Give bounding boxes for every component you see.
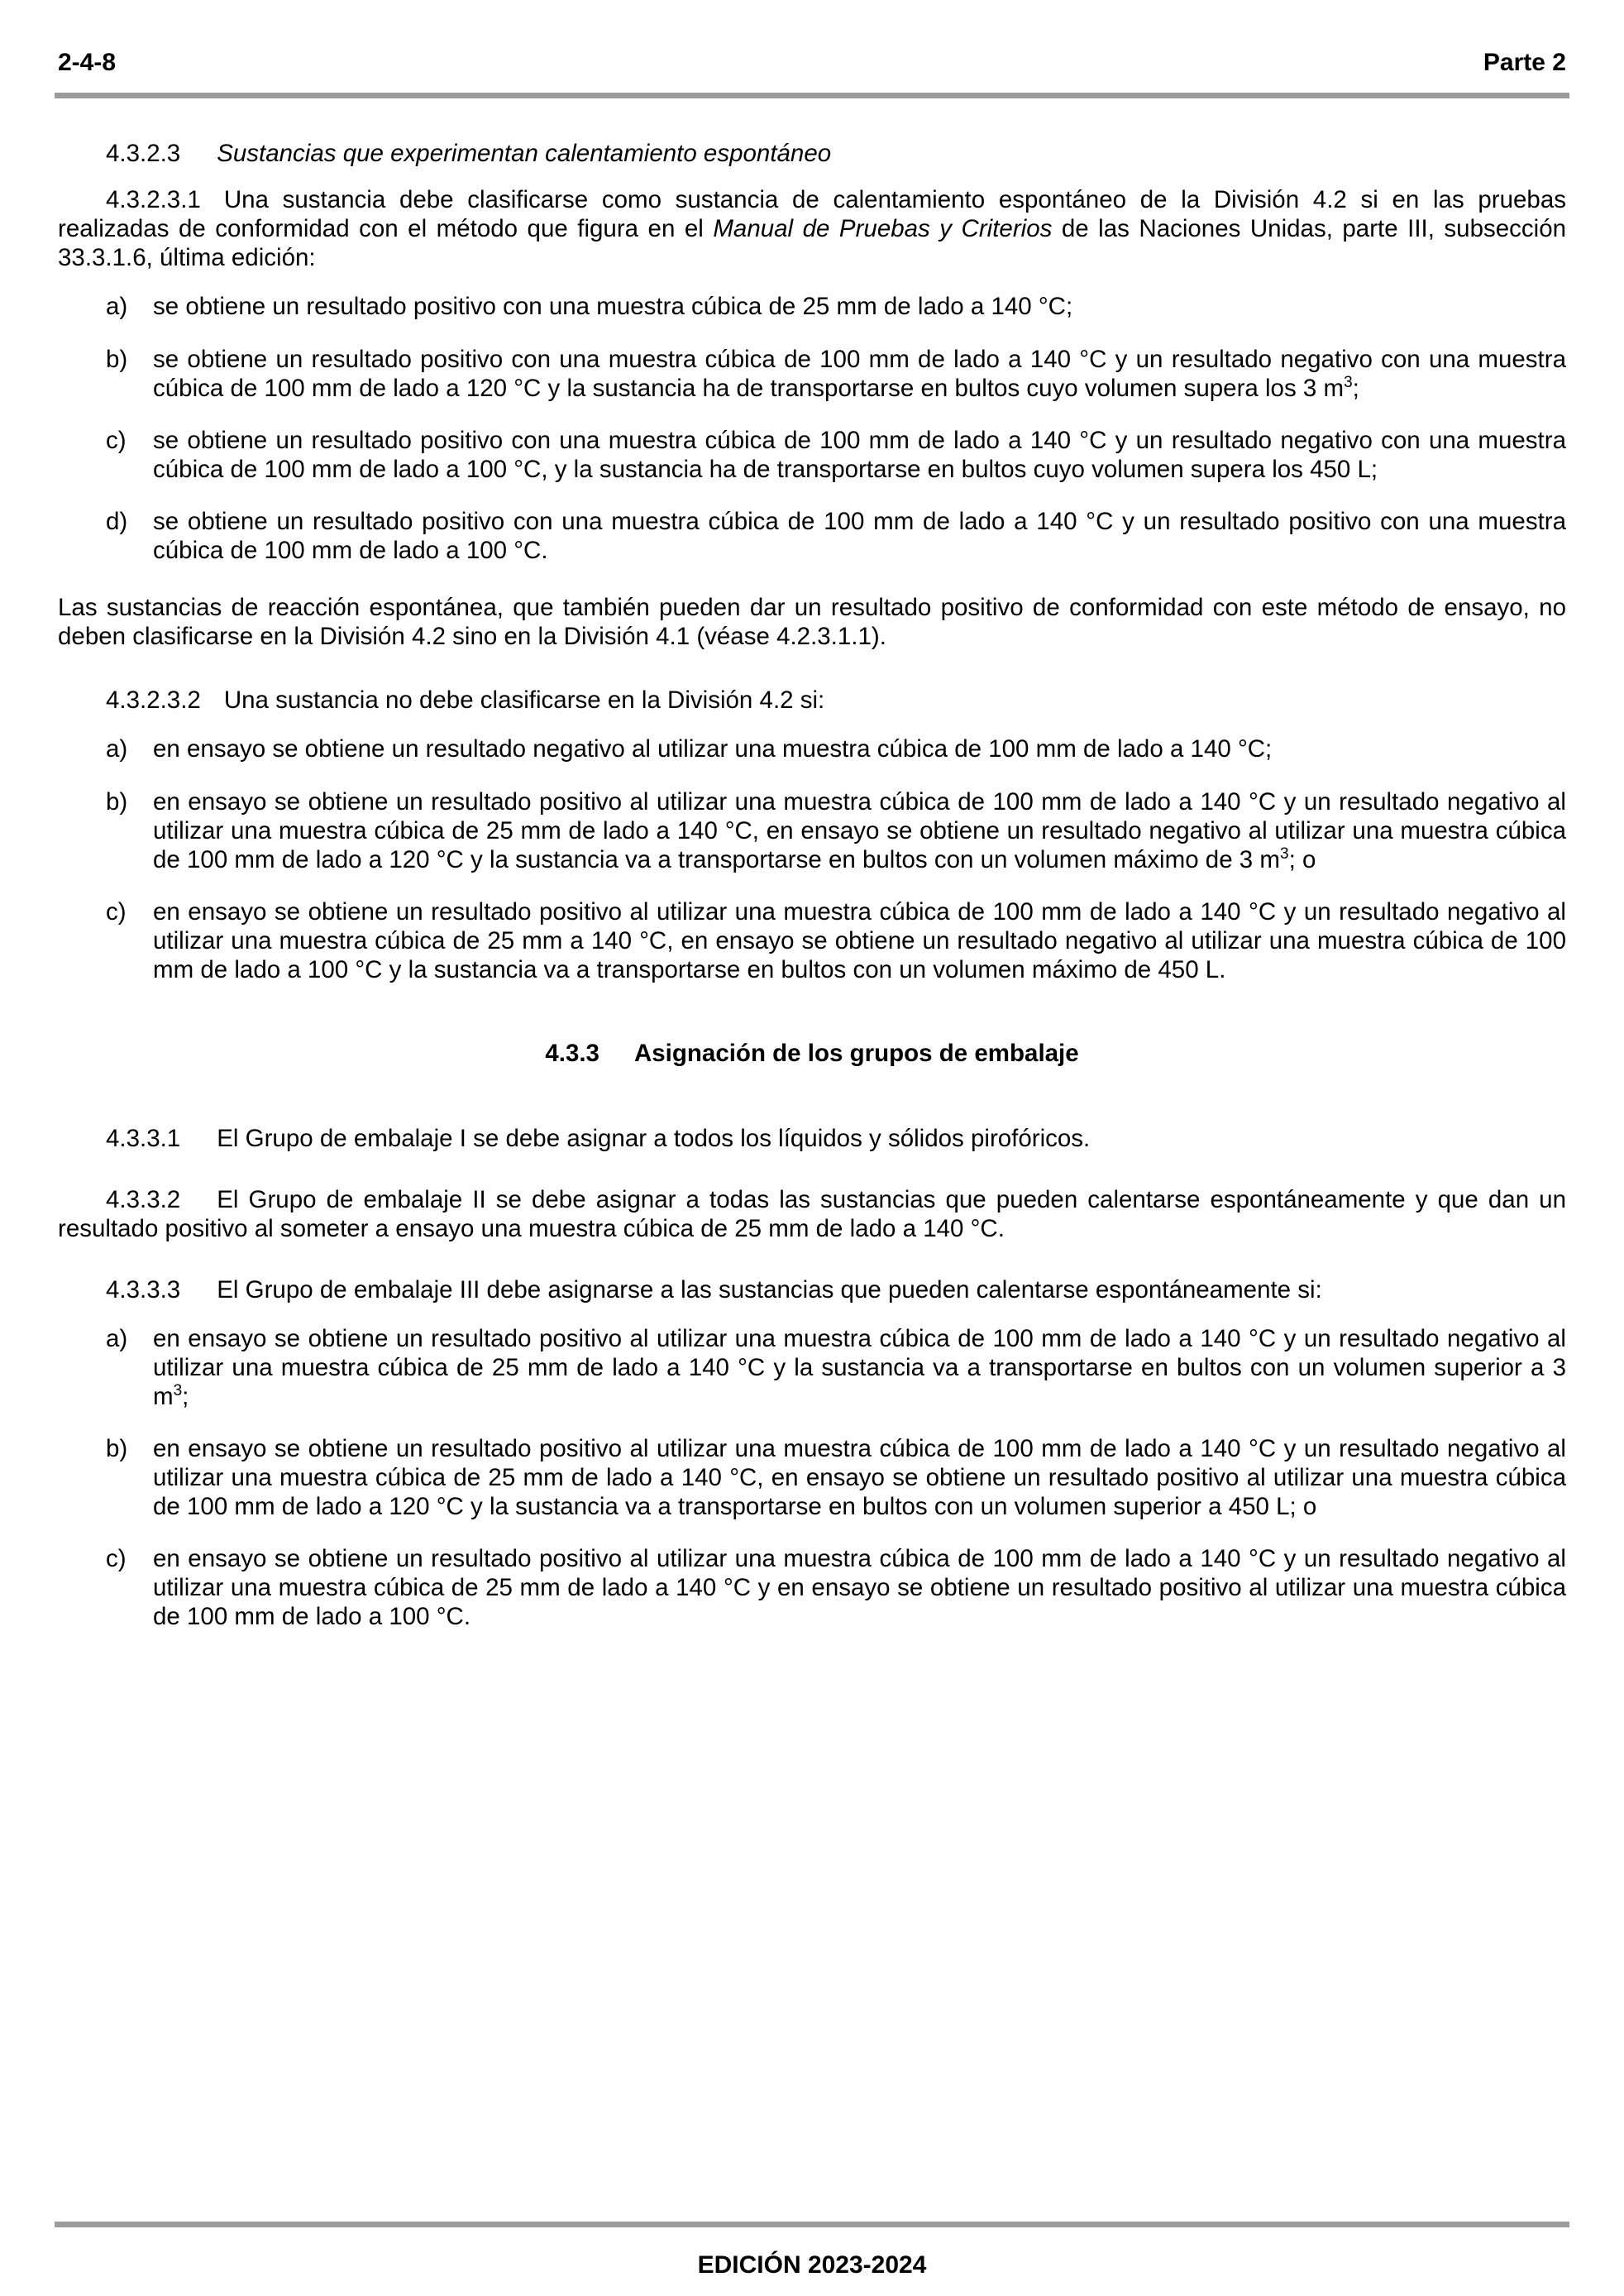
item-tail: ; [182,1383,189,1410]
page-number: 2-4-8 [58,49,117,76]
item-text: en ensayo se obtiene un resultado positivo al utilizar una muestra cúbica de 100 mm de lado a 140 °C y un resultado negativo al utilizar una muestra cúbica de 25 mm de lado a 140 °C, en ensayo se obtiene un resultado positivo al utilizar una muestra cúbica de 100 mm de lado a 120 °C y la sustancia va a transportarse en bultos con un volumen superior a 450 L; o [153,1435,1566,1520]
paragraph-number: 4.3.3.1 [106,1125,181,1152]
list-item [58,734,1566,763]
manual-title: Manual de Pruebas y Criterios [713,215,1053,242]
paragraph-text: Una sustancia no debe clasificarse en la División 4.2 si: [223,686,825,714]
page-body [58,139,1566,1631]
list-item [58,897,1566,984]
paragraph-4-3-2-3-1 [58,185,1566,272]
item-text: se obtiene un resultado positivo con una muestra cúbica de 100 mm de lado a 140 °C y un resultado positivo con una muestra cúbica de 100 mm de lado a 100 °C. [153,508,1566,564]
paragraph-number: 4.3.3.3 [106,1276,181,1303]
item-text: en ensayo se obtiene un resultado negativo al utilizar una muestra cúbica de 100 mm de lado a 140 °C; [153,735,1273,763]
paragraph-number: 4.3.2.3.2 [106,686,201,714]
item-text: se obtiene un resultado positivo con una muestra cúbica de 100 mm de lado a 140 °C y un resultado negativo con una muestra cúbica de 100 mm de lado a 120 °C y la sustancia ha de transportarse en bultos cuyo volumen supera los 3 m [153,346,1566,402]
list-item [58,787,1566,874]
paragraph-text: El Grupo de embalaje II se debe asignar a todas las sustancias que pueden calentarse espontáneamente y que dan un resultado positivo al someter a ensayo una muestra cúbica de 25 mm de lado a 140 °C. [58,1186,1566,1242]
superscript: 3 [1279,845,1289,863]
section-title: Asignación de los grupos de embalaje [633,1040,1079,1067]
section-heading-4-3-2-3 [58,139,1566,168]
list-item [58,1434,1566,1521]
item-text: en ensayo se obtiene un resultado positivo al utilizar una muestra cúbica de 100 mm de lado a 140 °C y un resultado negativo al utilizar una muestra cúbica de 25 mm de lado a 140 °C, en ensayo se obtiene un resultado negativo al utilizar una muestra cúbica de 100 mm de lado a 120 °C y la sustancia va a transportarse en bultos con un volumen máximo de 3 m [153,788,1566,873]
list-item [58,345,1566,403]
item-text: se obtiene un resultado positivo con una muestra cúbica de 100 mm de lado a 140 °C y un resultado negativo con una muestra cúbica de 100 mm de lado a 100 °C, y la sustancia ha de transportarse en bultos cuyo volumen supera los 450 L; [153,427,1566,483]
paragraph-number: 4.3.3.2 [106,1186,181,1213]
item-label: a) [106,735,128,763]
list-item [58,292,1566,321]
section-number: 4.3.2.3 [106,140,181,167]
item-label: c) [106,427,127,454]
item-label: b) [106,788,128,816]
paragraph-4-3-3-2 [58,1185,1566,1243]
item-tail: ; o [1288,846,1316,873]
header-rule [55,93,1569,98]
footer-rule [55,2222,1569,2227]
item-tail: ; [1352,375,1359,402]
list-item [58,507,1566,565]
item-label: a) [106,1325,128,1352]
item-label: b) [106,346,128,373]
list-item [58,426,1566,484]
item-label: d) [106,508,128,535]
section-title: Sustancias que experimentan calentamiento espontáneo [217,140,832,167]
item-label: a) [106,293,128,320]
item-label: b) [106,1435,128,1462]
list-item [58,1324,1566,1411]
paragraph-text: Una sustancia debe clasificarse como sustancia de calentamiento espontáneo de la División 4.2 si en las pruebas realizadas de conformidad con el método que figura en el [58,186,1566,242]
paragraph-text: El Grupo de embalaje I se debe asignar a todos los líquidos y sólidos pirofóricos. [217,1125,1091,1152]
paragraph-4-3-3-3 [58,1275,1566,1304]
paragraph-number: 4.3.2.3.1 [106,186,201,213]
section-number: 4.3.3 [545,1040,599,1067]
note-paragraph: Las sustancias de reacción espontánea, que también pueden dar un resultado positivo de conformidad con este método de ensayo, no deben clasificarse en la División 4.2 sino en la División 4.1 (véase 4.2.3.1.1). [58,594,1566,650]
paragraph-text: El Grupo de embalaje III debe asignarse a las sustancias que pueden calentarse espontáneamente si: [217,1276,1322,1303]
item-label: c) [106,898,127,926]
paragraph-4-3-2-3-2 [58,686,1566,715]
item-text: en ensayo se obtiene un resultado positivo al utilizar una muestra cúbica de 100 mm de lado a 140 °C y un resultado negativo al utilizar una muestra cúbica de 25 mm de lado a 140 °C y en ensayo se obtiene un resultado positivo al utilizar una muestra cúbica de 100 mm de lado a 100 °C. [153,1545,1566,1630]
section-heading-4-3-3 [58,1039,1566,1068]
list-item [58,1544,1566,1631]
item-text: en ensayo se obtiene un resultado positivo al utilizar una muestra cúbica de 100 mm de lado a 140 °C y un resultado negativo al utilizar una muestra cúbica de 25 mm de lado a 140 °C y la sustancia va a transportarse en bultos con un volumen superior a 3 m [153,1325,1566,1410]
page-header [58,48,1566,78]
superscript: 3 [173,1382,183,1399]
paragraph-4-3-3-1 [58,1124,1566,1153]
part-label: Parte 2 [1483,49,1566,76]
superscript: 3 [1344,374,1353,391]
item-text: se obtiene un resultado positivo con una muestra cúbica de 25 mm de lado a 140 °C; [153,293,1073,320]
item-text: en ensayo se obtiene un resultado positivo al utilizar una muestra cúbica de 100 mm de lado a 140 °C y un resultado negativo al utilizar una muestra cúbica de 25 mm a 140 °C, en ensayo se obtiene un resultado negativo al utilizar una muestra cúbica de 100 mm de lado a 100 °C y la sustancia va a transportarse en bultos con un volumen máximo de 450 L. [153,898,1566,983]
page-footer [0,2251,1624,2280]
paragraph-text-end: de las Naciones Unidas, parte III, subsección 33.3.1.6, última edición: [58,215,1567,271]
edition-label: EDICIÓN 2023-2024 [697,2251,927,2279]
item-label: c) [106,1545,127,1572]
